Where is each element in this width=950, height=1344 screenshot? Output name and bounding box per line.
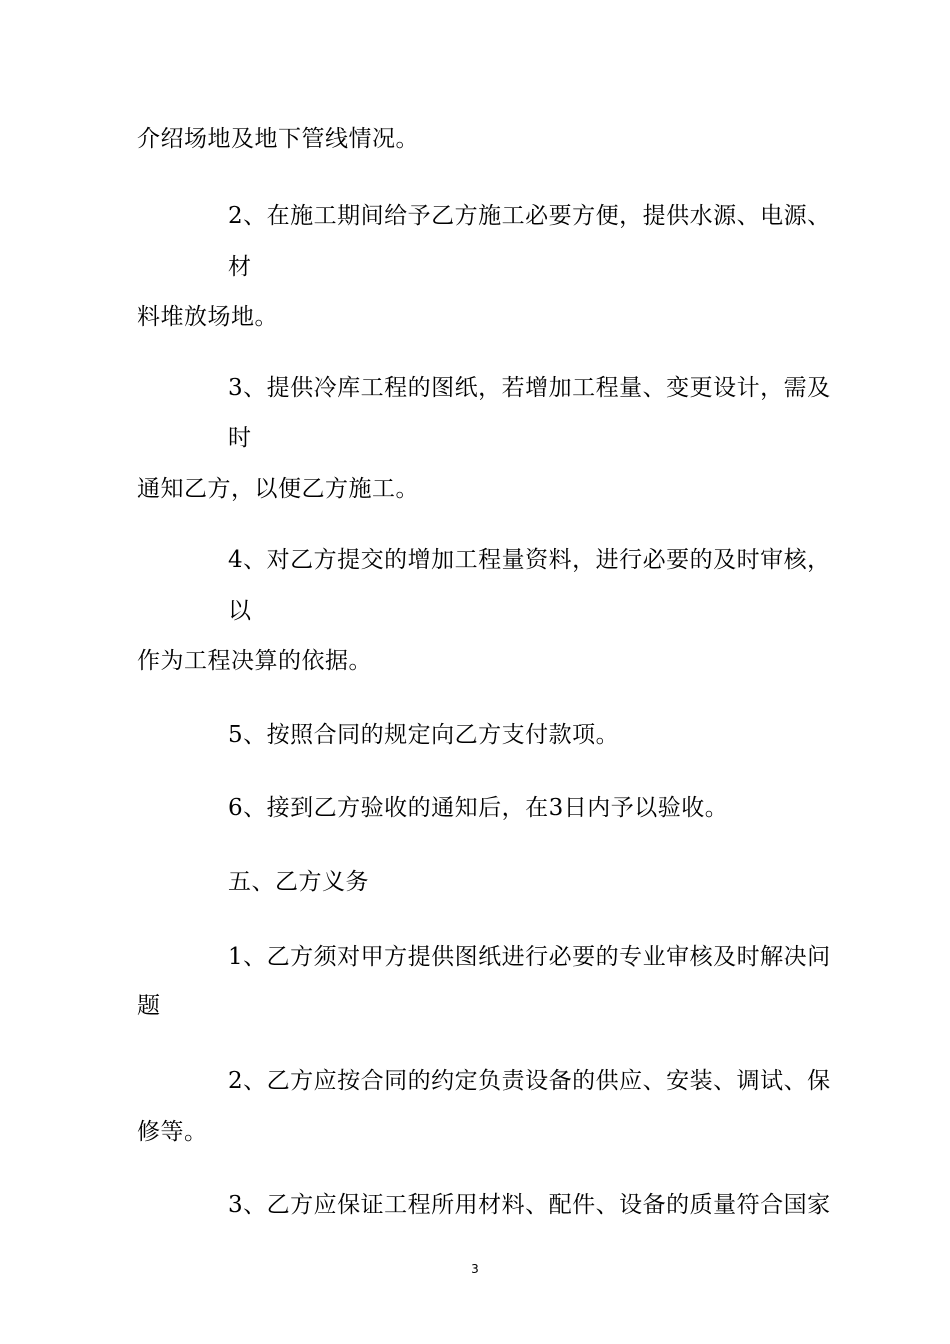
text-line-5: 3、提供冷库工程的图纸，若增加工程量、变更设计，需及 [228,375,831,401]
section-heading: 五、乙方义务 [228,869,369,895]
page-number: 3 [471,1262,479,1276]
text-line-11: 5、按照合同的规定向乙方支付款项。 [228,722,620,748]
text-line-12: 6、接到乙方验收的通知后，在3日内予以验收。 [228,795,729,821]
text-line-17: 修等。 [137,1119,208,1145]
text-line-1: 介绍场地及地下管线情况。 [137,126,419,152]
text-line-3: 材 [228,254,252,280]
text-line-2: 2、在施工期间给予乙方施工必要方便，提供水源、电源、 [228,203,831,229]
text-line-9: 以 [228,598,252,624]
text-line-4: 料堆放场地。 [137,304,278,330]
text-line-14: 1、乙方须对甲方提供图纸进行必要的专业审核及时解决问 [228,944,831,970]
text-line-16: 2、乙方应按合同的约定负责设备的供应、安装、调试、保 [228,1068,831,1094]
text-line-18: 3、乙方应保证工程所用材料、配件、设备的质量符合国家 [228,1192,831,1218]
text-line-6: 时 [228,425,252,451]
text-line-10: 作为工程决算的依据。 [137,648,372,674]
text-line-7: 通知乙方，以便乙方施工。 [137,476,419,502]
text-line-8: 4、对乙方提交的增加工程量资料，进行必要的及时审核， [228,547,831,573]
text-line-15: 题 [137,993,161,1019]
